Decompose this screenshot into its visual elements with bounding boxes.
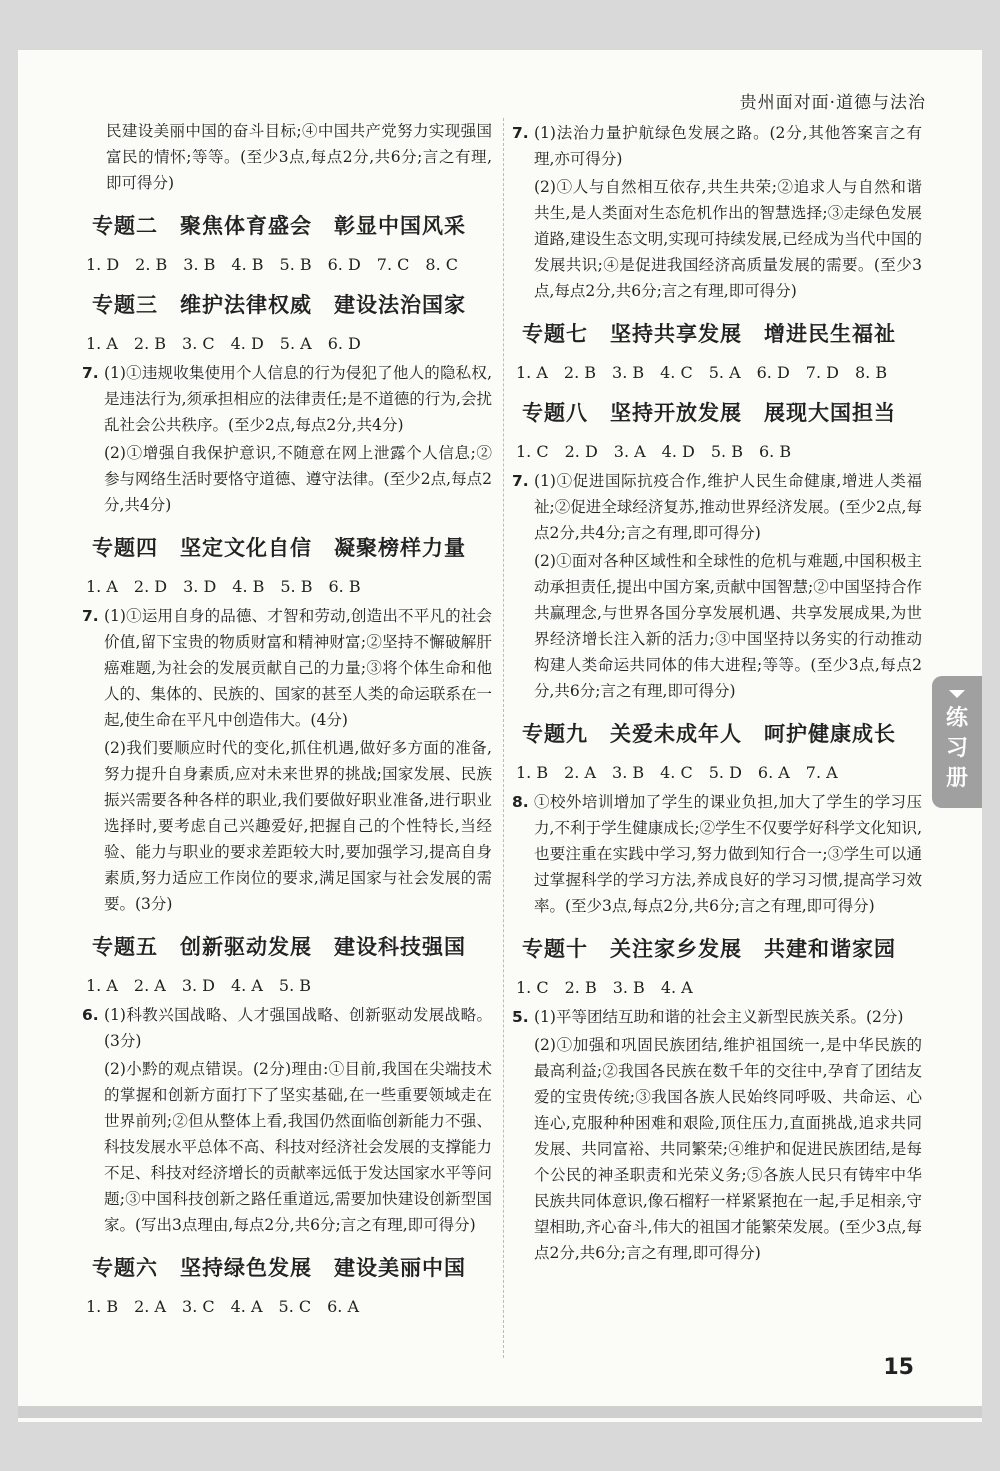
section-heading-2: 专题二 聚焦体育盛会 彰显中国风采 [92, 214, 466, 238]
question-8 [512, 789, 922, 919]
answer-text: (1)法治力量护航绿色发展之路。(2分,其他答案言之有理,亦可得分) [534, 124, 922, 168]
answer-text: (2)①人与自然相互依存,共生共荣;②追求人与自然和谐共生,是人类面对生态危机作出的智慧选择;③走绿色发展道路,建设生态文明,实现可持续发展,已经成为当代中国的发展共识;④是促进我国经济高质量发展的需要。(至少3点,每点2分,共6分;言之有理,即可得分) [534, 178, 922, 300]
question-number: 5. [512, 1008, 529, 1026]
side-tab[interactable] [932, 676, 982, 808]
intro-text: 民建设美丽中国的奋斗目标;④中国共产党努力实现强国富民的情怀;等等。(至少3点,每点2分,共6分;言之有理,即可得分) [106, 122, 492, 192]
mc-answers-8: 1. C 2. D 3. A 4. D 5. B 6. B [516, 442, 792, 461]
answer-text: ①校外培训增加了学生的课业负担,加大了学生的学习压力,不利于学生健康成长;②学生不仅要学好科学文化知识,也要注重在实践中学习,努力做到知行合一;③学生可以通过掌握科学的学习方法,养成良好的学习习惯,提高学习效率。(至少3点,每点2分,共6分;言之有理,即可得分) [534, 793, 922, 915]
question-number: 7. [82, 364, 99, 382]
mc-answers-7: 1. A 2. B 3. B 4. C 5. A 6. D 7. D 8. B [516, 363, 888, 382]
section-heading-7: 专题七 坚持共享发展 增进民生福祉 [522, 322, 896, 346]
answer-text: (2)我们要顺应时代的变化,抓住机遇,做好多方面的准备,努力提升自身素质,应对未来世界的挑战;国家发展、民族振兴需要各种各样的职业,我们要做好职业准备,进行职业选择时,要考虑自己兴趣爱好,把握自己的个性特长,当经验、能力与职业的要求差距较大时,要加强学习,提高自身素质,努力适应工作岗位的要求,满足国家与社会发展的需要。(3分) [104, 739, 492, 913]
bottom-bar [18, 1406, 982, 1418]
question-number: 7. [512, 472, 529, 490]
question-7 [82, 360, 492, 438]
question-5 [512, 1004, 922, 1030]
mc-answers-5: 1. A 2. A 3. D 4. A 5. B [86, 976, 312, 995]
mc-answers-10: 1. C 2. B 3. B 4. A [516, 978, 693, 997]
section-heading-5: 专题五 创新驱动发展 建设科技强国 [92, 935, 466, 959]
question-number: 8. [512, 793, 529, 811]
column-divider [503, 118, 504, 1358]
mc-answers-9: 1. B 2. A 3. B 4. C 5. D 6. A 7. A [516, 763, 838, 782]
answer-text: (2)小黔的观点错误。(2分)理由:①目前,我国在尖端技术的掌握和创新方面打下了坚实基础,在一些重要领域走在世界前列;②但从整体上看,我国仍然面临创新能力不强、科技发展水平总体不高、科技对经济社会发展的支撑能力不足、科技对经济增长的贡献率远低于发达国家水平等问题;③中国科技创新之路任重道远,需要加快建设创新型国家。(写出3点理由,每点2分,共6分;言之有理,即可得分) [104, 1060, 492, 1234]
section-heading-6: 专题六 坚持绿色发展 建设美丽中国 [92, 1256, 466, 1280]
section-heading-10: 专题十 关注家乡发展 共建和谐家园 [522, 937, 896, 961]
answer-text: (2)①增强自我保护意识,不随意在网上泄露个人信息;②参与网络生活时要恪守道德、遵守法律。(至少2点,每点2分,共4分) [104, 444, 492, 514]
mc-answers-2: 1. D 2. B 3. B 4. B 5. B 6. D 7. C 8. C [86, 255, 458, 274]
section-heading-9: 专题九 关爱未成年人 呵护健康成长 [522, 722, 896, 746]
side-tab-label: 练习册 [945, 706, 968, 791]
answer-text: (2)①面对各种区域性和全球性的危机与难题,中国积极主动承担责任,提出中国方案,贡献中国智慧;②中国坚持合作共赢理念,与世界各国分享发展机遇、共享发展成果,为世界经济增长注入新的活力;③中国坚持以务实的行动推动构建人类命运共同体的伟大进程;等等。(至少3点,每点2分,共6分;言之有理,即可得分) [534, 552, 922, 700]
right-column [512, 118, 922, 1266]
answer-text: (1)平等团结互助和谐的社会主义新型民族关系。(2分) [534, 1008, 904, 1026]
mc-answers-6: 1. B 2. A 3. C 4. A 5. C 6. A [86, 1297, 360, 1316]
answer-text: (1)科教兴国战略、人才强国战略、创新驱动发展战略。(3分) [104, 1006, 492, 1050]
question-7 [512, 468, 922, 546]
question-6 [82, 1002, 492, 1054]
section-heading-8: 专题八 坚持开放发展 展现大国担当 [522, 401, 896, 425]
mc-answers-4: 1. A 2. D 3. D 4. B 5. B 6. B [86, 577, 361, 596]
question-number: 7. [512, 124, 529, 142]
left-column [82, 118, 492, 1323]
running-head: 贵州面对面·道德与法治 [739, 93, 926, 113]
answer-text: (2)①加强和巩固民族团结,维护祖国统一,是中华民族的最高利益;②我国各民族在数千年的交往中,孕育了团结友爱的宝贵传统;③我国各族人民始终同呼吸、共命运、心连心,克服种种困难和艰险,顶住压力,直面挑战,追求共同发展、共同富裕、共同繁荣;④维护和促进民族团结,是每个公民的神圣职责和光荣义务;⑤各族人民只有铸牢中华民族共同体意识,像石榴籽一样紧紧抱在一起,手足相亲,守望相助,齐心奋斗,伟大的祖国才能繁荣发展。(至少3点,每点2分,共6分;言之有理,即可得分) [534, 1036, 922, 1262]
triangle-icon [949, 690, 965, 698]
answer-text: (1)①促进国际抗疫合作,维护人民生命健康,增进人类福祉;②促进全球经济复苏,推动世界经济发展。(至少2点,每点2分,共4分;言之有理,即可得分) [534, 472, 922, 542]
mc-answers-3: 1. A 2. B 3. C 4. D 5. A 6. D [86, 334, 361, 353]
question-number: 6. [82, 1006, 99, 1024]
section-heading-3: 专题三 维护法律权威 建设法治国家 [92, 293, 466, 317]
page-number: 15 [883, 1355, 914, 1380]
question-7 [512, 120, 922, 172]
answer-text: (1)①违规收集使用个人信息的行为侵犯了他人的隐私权,是违法行为,须承担相应的法律责任;是不道德的行为,会扰乱社会公共秩序。(至少2点,每点2分,共4分) [104, 364, 492, 434]
answer-text: (1)①运用自身的品德、才智和劳动,创造出不平凡的社会价值,留下宝贵的物质财富和精神财富;②坚持不懈破解肝癌难题,为社会的发展贡献自己的力量;③将个体生命和他人的、集体的、民族的、国家的甚至人类的命运联系在一起,使生命在平凡中创造伟大。(4分) [104, 607, 492, 729]
question-7 [82, 603, 492, 733]
section-heading-4: 专题四 坚定文化自信 凝聚榜样力量 [92, 536, 466, 560]
question-number: 7. [82, 607, 99, 625]
